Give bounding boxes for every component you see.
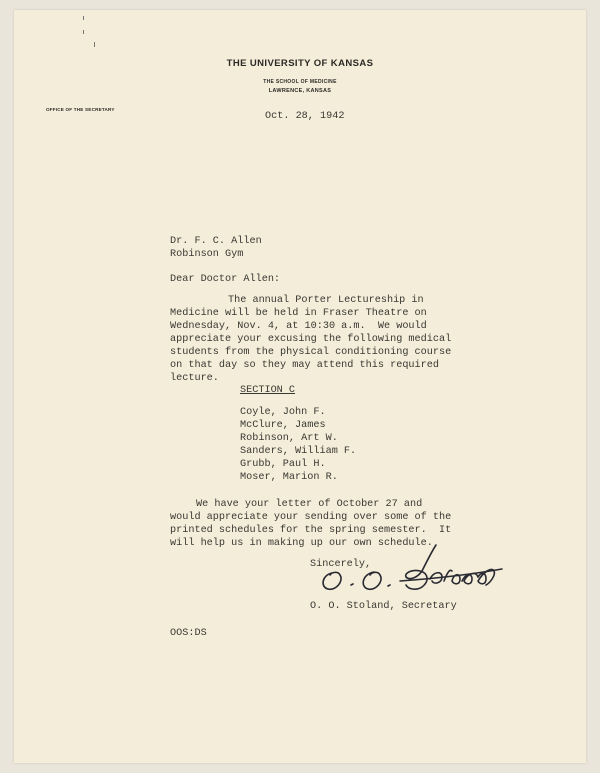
body-line: lecture.: [170, 373, 219, 384]
student-list-item: Coyle, John F.: [240, 407, 326, 418]
student-list-item: Grubb, Paul H.: [240, 459, 326, 470]
handwritten-signature: [318, 541, 508, 601]
letterhead-office: OFFICE OF THE SECRETARY: [46, 107, 115, 112]
body-line: Medicine will be held in Fraser Theatre on: [170, 308, 427, 319]
body-line: appreciate your excusing the following medical: [170, 334, 452, 345]
recipient-location: Robinson Gym: [170, 249, 244, 260]
body-line: will help us in making up our own schedule.: [170, 538, 433, 549]
student-list-item: Robinson, Art W.: [240, 433, 338, 444]
student-list-item: Moser, Marion R.: [240, 472, 338, 483]
body-line: Wednesday, Nov. 4, at 10:30 a.m. We would: [170, 321, 427, 332]
body-line: on that day so they may attend this required: [170, 360, 439, 371]
letterhead-university: THE UNIVERSITY OF KANSAS: [226, 58, 374, 69]
body-line: We have your letter of October 27 and: [196, 499, 423, 510]
letterhead-school: THE SCHOOL OF MEDICINE: [263, 79, 337, 85]
student-list-item: Sanders, William F.: [240, 446, 357, 457]
filing-mark: [94, 42, 95, 47]
salutation: Dear Doctor Allen:: [170, 274, 281, 285]
body-line: printed schedules for the spring semester. It: [170, 525, 452, 536]
letterhead-city: LAWRENCE, KANSAS: [268, 88, 332, 94]
reference-initials: OOS:DS: [170, 628, 207, 639]
student-list-item: McClure, James: [240, 420, 326, 431]
body-line: students from the physical conditioning course: [170, 347, 452, 358]
body-line: The annual Porter Lectureship in: [228, 295, 424, 306]
body-line: would appreciate your sending over some of the: [170, 512, 452, 523]
filing-mark: [83, 30, 84, 34]
recipient-name: Dr. F. C. Allen: [170, 236, 262, 247]
filing-mark: [83, 16, 84, 20]
signer-name: O. O. Stoland, Secretary: [310, 601, 457, 612]
section-heading: SECTION C: [240, 385, 296, 396]
closing: Sincerely,: [310, 559, 372, 570]
letter-date: Oct. 28, 1942: [265, 111, 345, 122]
